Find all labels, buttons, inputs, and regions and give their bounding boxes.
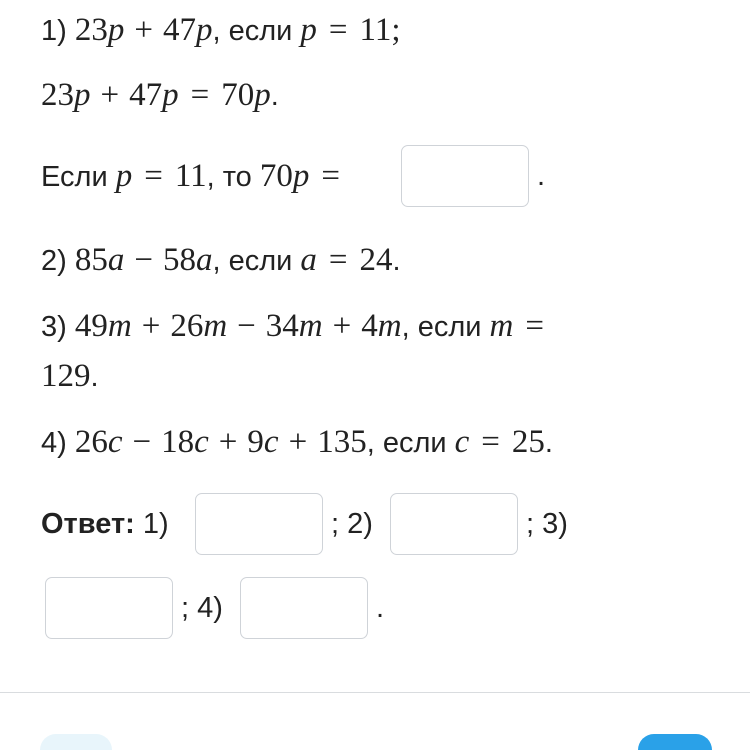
evaluation-answer-input[interactable] — [401, 145, 529, 207]
answer-3-input[interactable] — [45, 577, 173, 639]
task-2-expression: 85a − 58a — [74, 242, 213, 278]
evaluation-condition: p = 11 — [115, 158, 207, 194]
answer-row-1 — [41, 506, 169, 542]
answer-4-input[interactable] — [240, 577, 368, 639]
answer-part-1-label: 1) — [142, 508, 169, 540]
evaluation-period: . — [537, 160, 546, 192]
answer-part-2-label: ; 2) — [331, 508, 373, 540]
answer-part-3-label: ; 3) — [526, 508, 568, 540]
task-4-line: 4) 26c − 18c + 9c + 135, если c = 25. — [41, 424, 553, 460]
task-3-expression: 49m + 26m − 34m + 4m — [74, 308, 402, 344]
task-3-condition-value: 129 — [41, 358, 91, 394]
answer-period: . — [376, 592, 385, 624]
task-3-line-continued: 129. — [41, 358, 99, 394]
task-4-condition-word: , если — [366, 427, 447, 459]
answer-1-input[interactable] — [195, 493, 323, 555]
evaluation-if-word: Если — [41, 161, 108, 193]
task-3-line — [41, 308, 556, 345]
footer-divider — [0, 692, 750, 693]
simplification-period: . — [270, 80, 279, 112]
task-1-line — [41, 12, 401, 49]
evaluation-then-word: , то — [206, 161, 252, 193]
answer-label: Ответ: — [41, 508, 135, 540]
answer-2-input[interactable] — [390, 493, 518, 555]
task-3-condition-var: m = — [489, 308, 545, 344]
task-3-condition-word: , если — [401, 311, 482, 343]
simplification-expression: 23p + 47p = 70p — [41, 77, 271, 113]
previous-button[interactable] — [40, 734, 112, 750]
answer-part-4-label: ; 4) — [181, 592, 223, 624]
evaluation-line — [41, 158, 352, 195]
task-1-expression: 23p + 47p — [74, 12, 213, 48]
task-2-condition-word: , если — [212, 245, 293, 277]
task-2-label: 2) — [41, 245, 67, 277]
task-4-label: 4) — [41, 427, 67, 459]
task-1-label: 1) — [41, 15, 67, 47]
simplification-line — [41, 77, 279, 114]
task-1-condition: p = 11; — [300, 12, 401, 48]
task-4-expression: 26c − 18c + 9c + 135 — [74, 424, 367, 460]
task-2-line: 2) 85a − 58a, если a = 24. — [41, 242, 401, 278]
evaluation-expression: 70p = — [259, 158, 340, 194]
task-3-label: 3) — [41, 311, 67, 343]
task-2-condition: a = 24 — [300, 242, 393, 278]
task-1-condition-word: , если — [212, 15, 293, 47]
submit-button[interactable] — [638, 734, 712, 750]
task-4-condition: c = 25 — [454, 424, 545, 460]
